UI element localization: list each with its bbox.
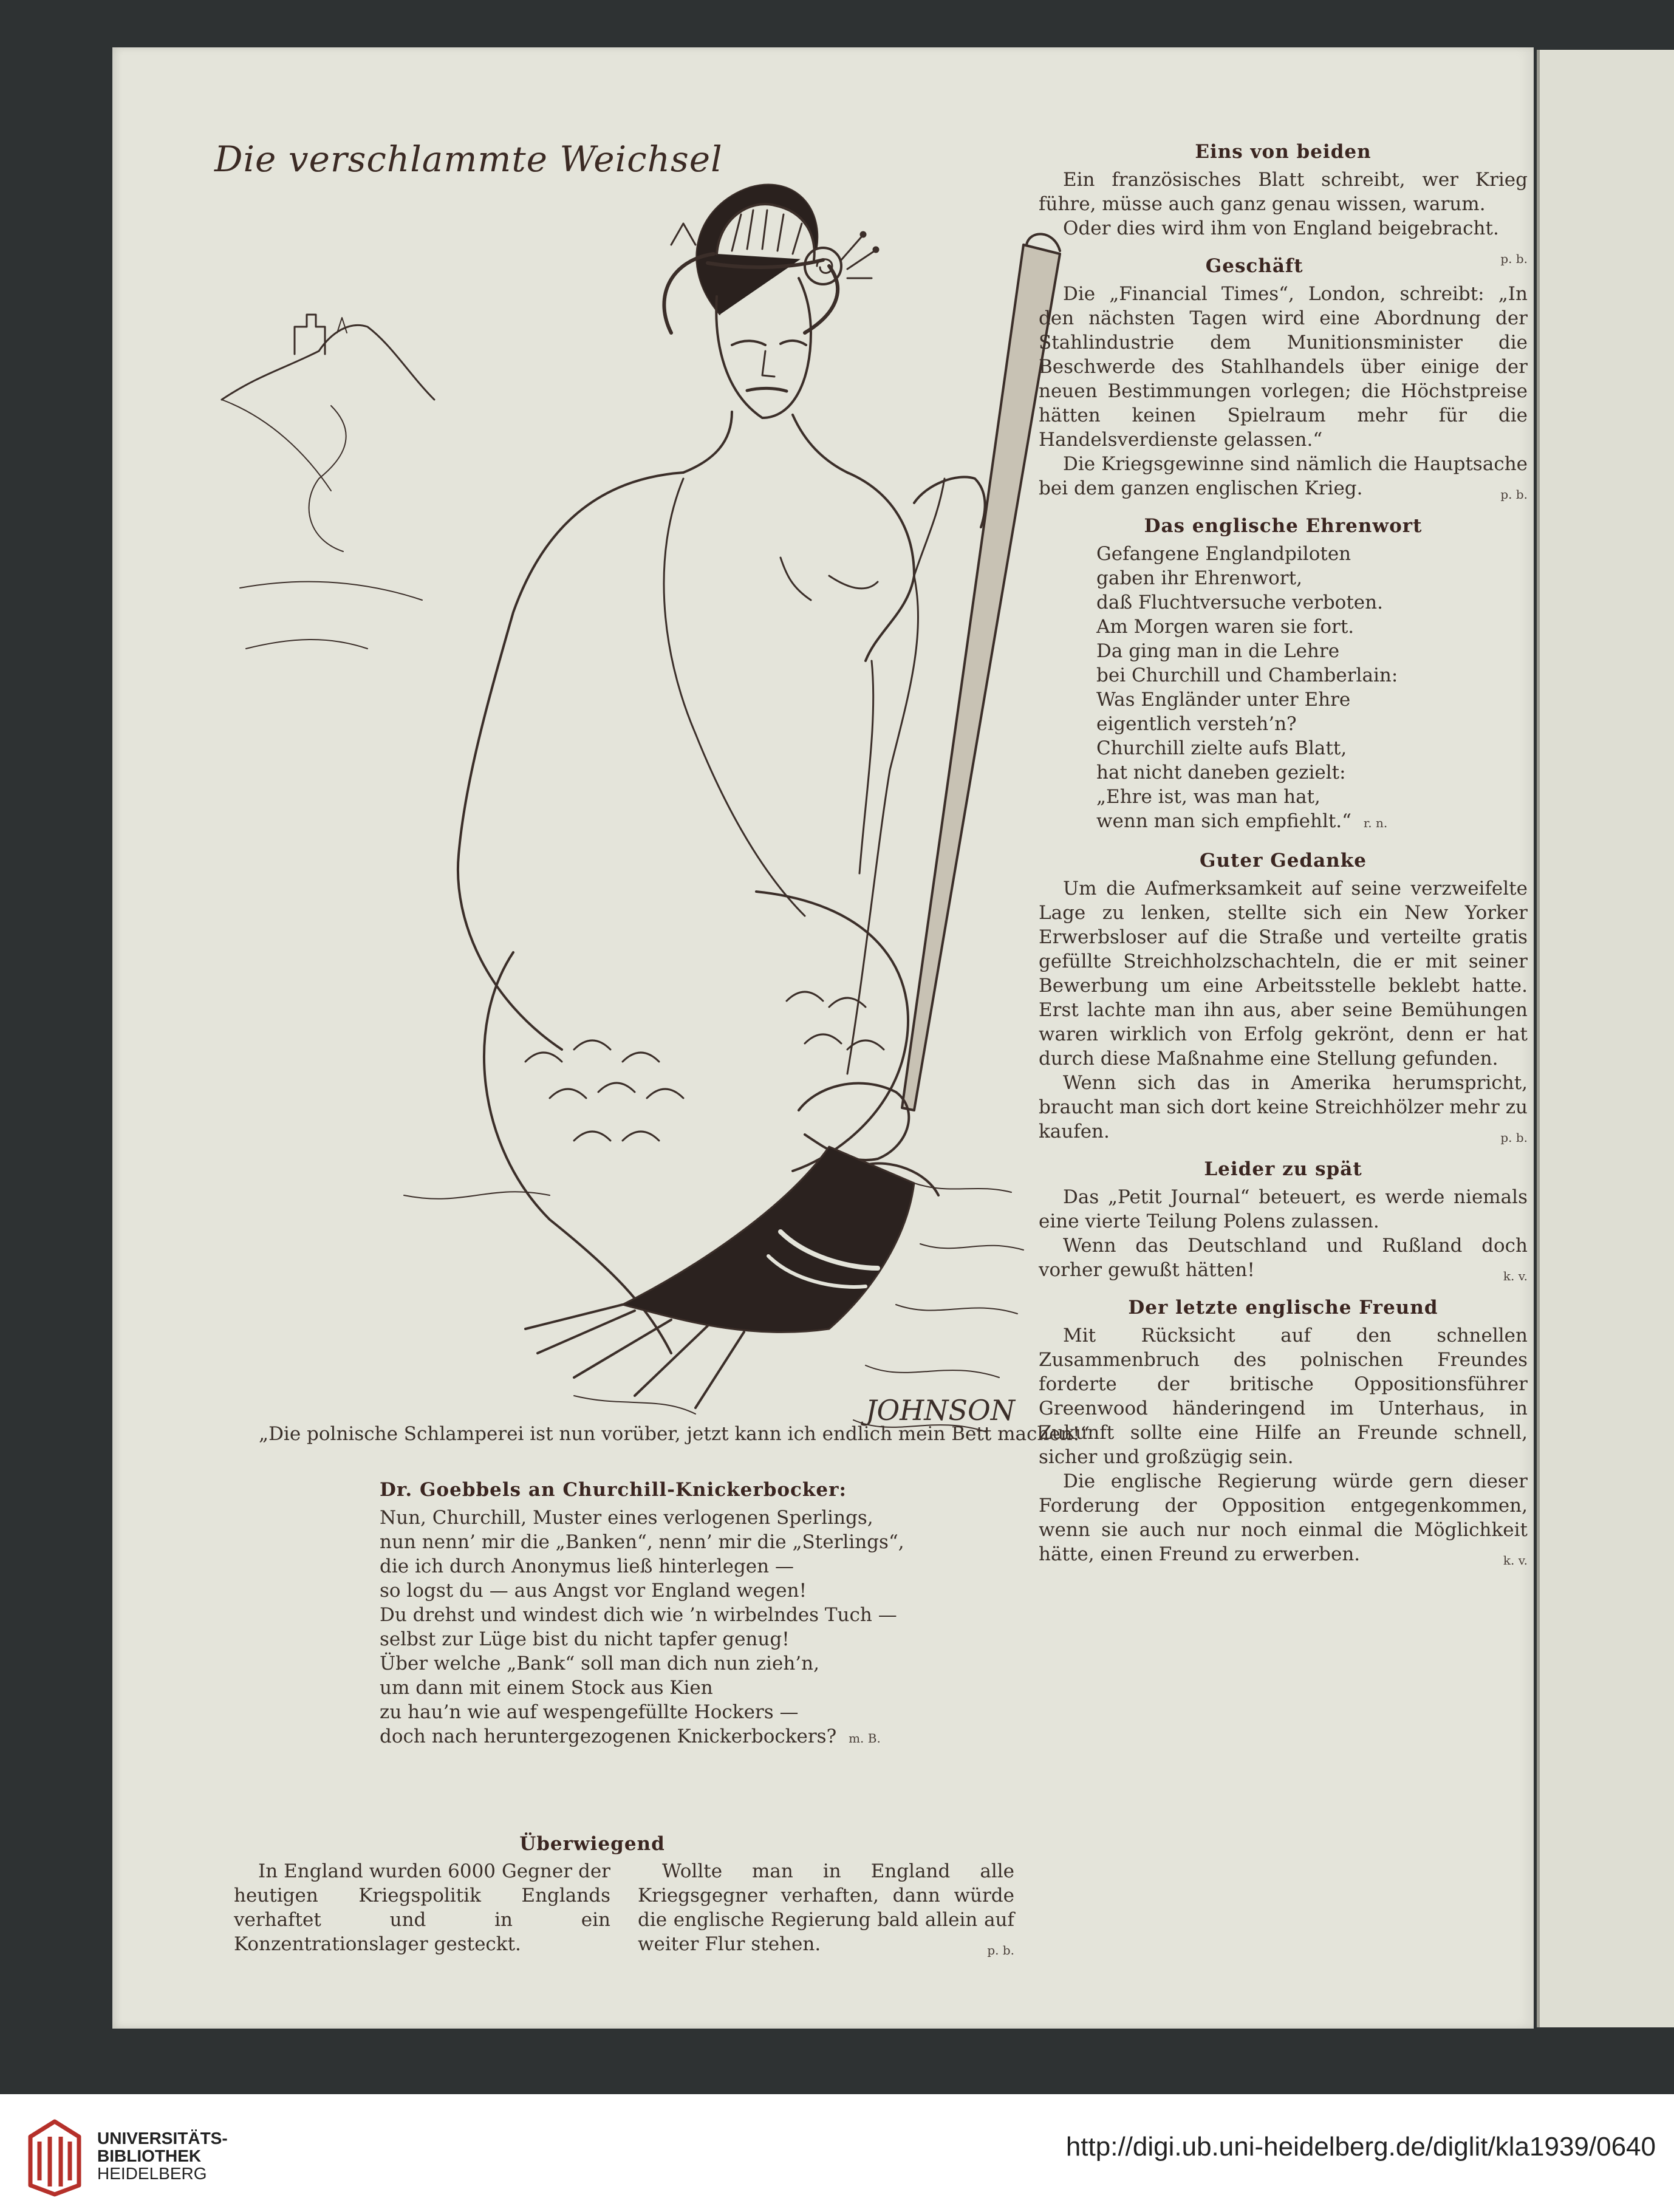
section-heading: Das englische Ehrenwort bbox=[1144, 515, 1423, 537]
poem-line: Über welche „Bank“ soll man dich nun zieh’n, bbox=[380, 1653, 819, 1674]
magazine-page bbox=[112, 47, 1534, 2029]
author-initials: k. v. bbox=[1503, 1269, 1528, 1283]
library-name-line: HEIDELBERG bbox=[97, 2164, 207, 2183]
text-column bbox=[638, 1859, 1014, 1962]
section-heading: Dr. Goebbels an Churchill-Knickerbocker: bbox=[380, 1479, 847, 1501]
poem-line: hat nicht daneben gezielt: bbox=[1096, 762, 1346, 783]
author-initials: p. b. bbox=[1500, 487, 1528, 502]
right-column bbox=[1039, 140, 1528, 1572]
facing-page-edge bbox=[1537, 50, 1674, 2027]
poem-line-text: doch nach heruntergezogenen Knickerbockers? bbox=[380, 1726, 837, 1747]
poem-line: Du drehst und windest dich wie ’n wirbelndes Tuch — bbox=[380, 1604, 897, 1626]
paragraph-text: Die englische Regierung würde gern dieser Forderung der Opposition entgegenkommen, wenn sie auch nur noch einmal die Möglichkeit hätte, einen Freund zu erwerben. bbox=[1039, 1470, 1528, 1565]
paragraph bbox=[638, 1859, 1014, 1956]
paragraph-text: Wollte man in England alle Kriegsgegner verhaften, dann würde die englische Regierung bald allein auf weiter Flur stehen. bbox=[638, 1860, 1014, 1955]
paragraph bbox=[1039, 1469, 1528, 1566]
poem bbox=[380, 1506, 1005, 1750]
poem-line: „Ehre ist, was man hat, bbox=[1096, 786, 1320, 808]
paragraph: Das „Petit Journal“ beteuert, es werde niemals eine vierte Teilung Polens zulassen. bbox=[1039, 1186, 1528, 1232]
page-title: Die verschlammte Weichsel bbox=[214, 138, 723, 180]
section-heading: Geschäft bbox=[1205, 255, 1303, 277]
section-heading: Überwiegend bbox=[519, 1833, 665, 1855]
poem-line: selbst zur Lüge bist du nicht tapfer genug! bbox=[380, 1628, 790, 1650]
section-heading: Eins von beiden bbox=[1195, 141, 1372, 163]
section-heading: Leider zu spät bbox=[1204, 1158, 1362, 1180]
source-url-link[interactable]: http://digi.ub.uni-heidelberg.de/diglit/kla1939/0640 bbox=[1065, 2132, 1656, 2162]
library-name bbox=[97, 2129, 228, 2182]
section-heading: Guter Gedanke bbox=[1200, 850, 1367, 872]
paragraph: Die „Financial Times“, London, schreibt: „In den nächsten Tagen wird eine Abordnung der Stahlindustrie dem Munitionsminister die Beschwerde des Stahlhandels über einige der neuen Bestimmungen vorlegen; die Höchstpreise hätten keinen Spielraum mehr für die Handelsverdienste gelassen.“ bbox=[1039, 283, 1528, 451]
paragraph-text: Wenn das Deutschland und Rußland doch vorher gewußt hätten! bbox=[1039, 1235, 1528, 1281]
library-name-line: UNIVERSITÄTS- bbox=[97, 2129, 228, 2148]
poem-line bbox=[380, 1724, 1005, 1750]
poem-line: so logst du — aus Angst vor England wegen! bbox=[380, 1580, 807, 1602]
poem-line: Churchill zielte aufs Blatt, bbox=[1096, 737, 1347, 759]
paragraph: Um die Aufmerksamkeit auf seine verzweifelte Lage zu lenken, stellte sich ein New Yorker Erwerbsloser auf die Straße und verteilte gratis gefüllte Streichholzschachteln, die er mit seiner Bewerbung um eine Arbeitsstelle beklebt hatte. Erst lachte man ihn aus, aber seine Bemühungen waren wirklich von Erfolg gekrönt, denn er hat durch diese Maßnahme eine Stellung gefunden. bbox=[1039, 878, 1528, 1070]
library-name-line: BIBLIOTHEK bbox=[97, 2146, 202, 2165]
author-initials: p. b. bbox=[987, 1943, 1014, 1958]
paragraph: In England wurden 6000 Gegner der heutigen Kriegspolitik Englands verhaftet und in ein Konzentrationslager gesteckt. bbox=[234, 1860, 610, 1955]
paragraph bbox=[1039, 1234, 1528, 1282]
poem-line: Was Engländer unter Ehre bbox=[1096, 689, 1351, 711]
section-heading: Der letzte englische Freund bbox=[1128, 1297, 1438, 1319]
artist-signature: JOHNSON bbox=[866, 1394, 1015, 1427]
poem bbox=[1039, 542, 1528, 835]
mermaid-illustration bbox=[149, 114, 1096, 1484]
author-initials: p. b. bbox=[1500, 251, 1528, 266]
poem-line: Am Morgen waren sie fort. bbox=[1096, 616, 1355, 638]
poem-line: die ich durch Anonymus ließ hinterlegen — bbox=[380, 1555, 794, 1577]
paragraph-text: Wenn sich das in Amerika herumspricht, braucht man sich dort keine Streichhölzer mehr zu kaufen. bbox=[1039, 1072, 1528, 1142]
paragraph bbox=[1039, 452, 1528, 500]
cartoon-caption: „Die polnische Schlamperei ist nun vorüber, jetzt kann ich endlich mein Bett machen!“ bbox=[259, 1423, 1090, 1445]
library-footer bbox=[0, 2094, 1674, 2212]
poem-line: eigentlich versteh’n? bbox=[1096, 713, 1297, 735]
poem-line: zu hau’n wie auf wespengefüllte Hockers — bbox=[380, 1701, 799, 1723]
poem-line: um dann mit einem Stock aus Kien bbox=[380, 1677, 713, 1699]
poem-line: gaben ihr Ehrenwort, bbox=[1096, 567, 1302, 589]
poem-line bbox=[1096, 809, 1528, 835]
poem-line: Gefangene Englandpiloten bbox=[1096, 543, 1351, 565]
author-initials: p. b. bbox=[1500, 1130, 1528, 1145]
poem-line: Da ging man in die Lehre bbox=[1096, 640, 1340, 662]
author-initials: k. v. bbox=[1503, 1553, 1528, 1568]
paragraph-text: Die Kriegsgewinne sind nämlich die Hauptsache bei dem ganzen englischen Krieg. bbox=[1039, 453, 1528, 499]
poem-line: Nun, Churchill, Muster eines verlogenen Sperlings, bbox=[380, 1507, 873, 1529]
goebbels-poem bbox=[380, 1478, 1005, 1750]
author-initials: r. n. bbox=[1363, 816, 1388, 830]
poem-line: bei Churchill und Chamberlain: bbox=[1096, 664, 1398, 686]
paragraph-text: Oder dies wird ihm von England beigebracht. bbox=[1063, 217, 1499, 239]
library-logo-icon bbox=[18, 2112, 91, 2197]
author-initials: m. B. bbox=[849, 1731, 881, 1746]
paragraph: Ein französisches Blatt schreibt, wer Krieg führe, müsse auch ganz genau wissen, warum. bbox=[1039, 169, 1528, 215]
text-column bbox=[234, 1859, 610, 1956]
poem-line-text: wenn man sich empfiehlt.“ bbox=[1096, 810, 1352, 832]
paragraph: Mit Rücksicht auf den schnellen Zusammenbruch des polnischen Freundes forderte der britische Oppositionsführer Greenwood händeringend im Unterhaus, in Zukunft sollte eine Hilfe an Freunde schnell, sicher und großzügig sein. bbox=[1039, 1325, 1528, 1468]
poem-line: nun nenn’ mir die „Banken“, nenn’ mir die „Sterlings“, bbox=[380, 1531, 904, 1553]
paragraph bbox=[1039, 1071, 1528, 1144]
poem-line: daß Fluchtversuche verboten. bbox=[1096, 592, 1383, 613]
